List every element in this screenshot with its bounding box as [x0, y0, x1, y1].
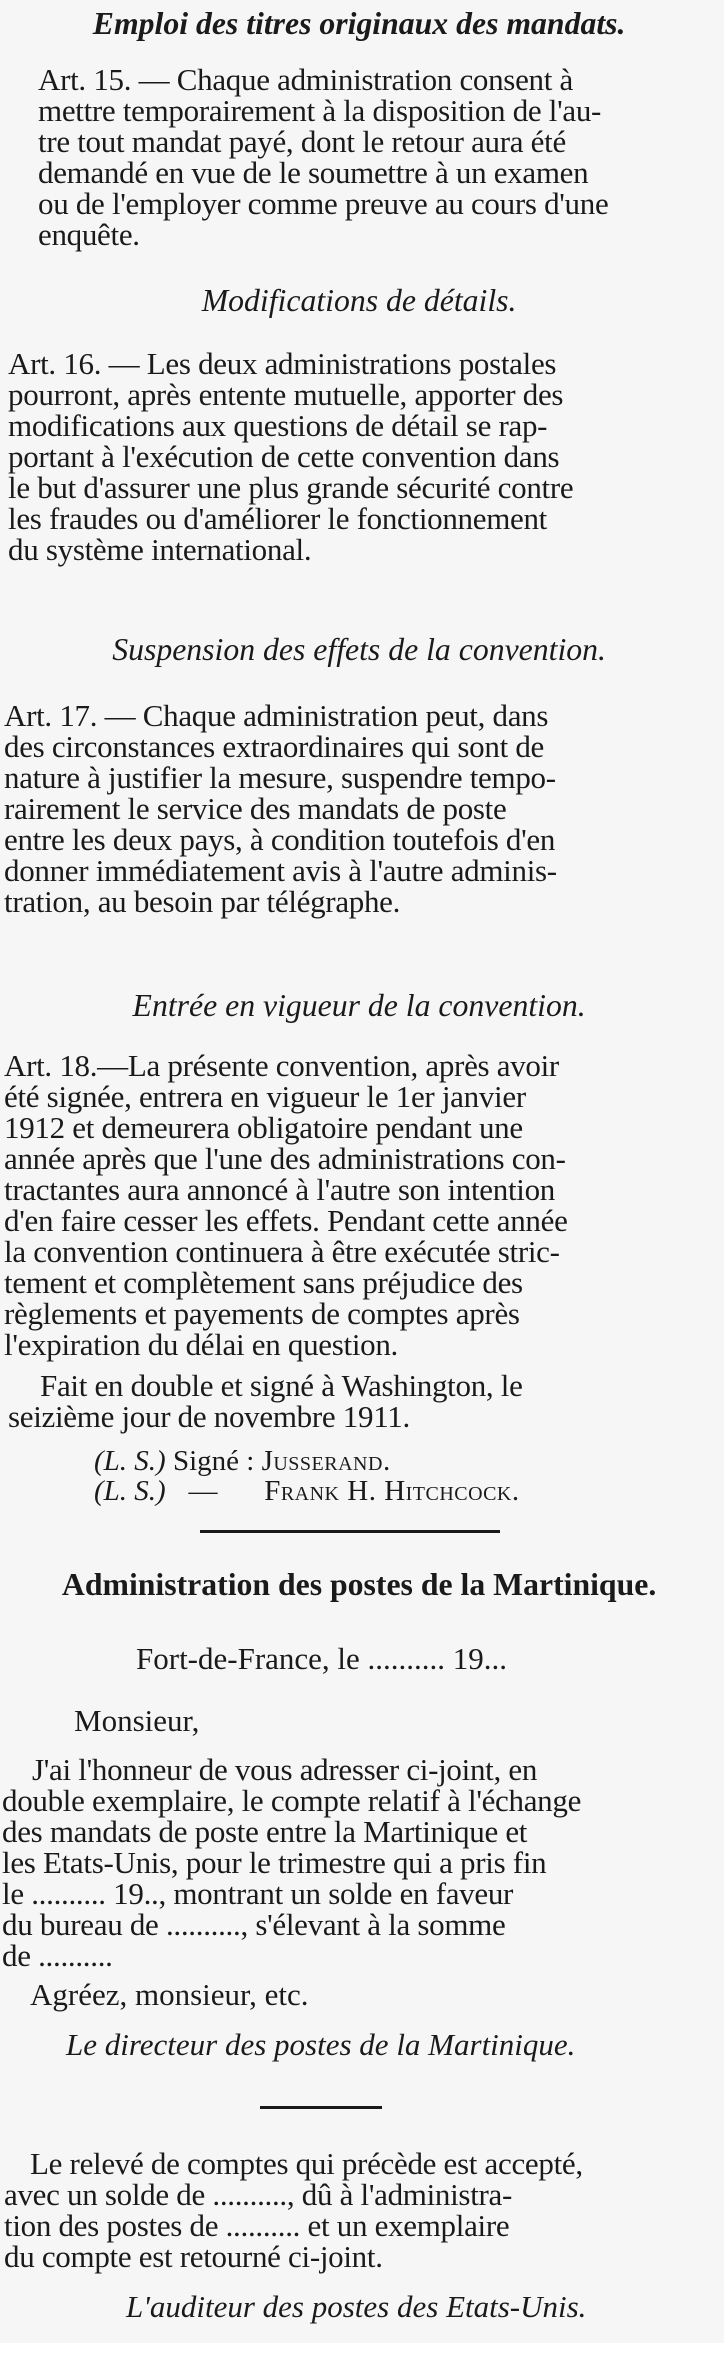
signature-prefix: —: [188, 1475, 218, 1507]
text-line: l'expiration du délai en question.: [4, 1327, 398, 1362]
heading-art-15: Emploi des titres originaux des mandats.: [92, 5, 626, 41]
paragraph-art-17: [4, 700, 557, 917]
text-line: de ..........: [2, 1938, 113, 1973]
seal-mark: (L. S.): [94, 1445, 166, 1477]
signatory-name: Frank H. Hitchcock.: [264, 1475, 520, 1507]
text-line: année après que l'une des administrations con-: [4, 1141, 566, 1176]
text-line: tre tout mandat payé, dont le retour aura été: [38, 124, 566, 159]
text-line: du bureau de .........., s'élevant à la somme: [2, 1907, 506, 1942]
text-line: rairement le service des mandats de poste: [4, 791, 507, 826]
form-title: Administration des postes de la Martinique.: [61, 1566, 657, 1602]
text-line: le .......... 19.., montrant un solde en faveur: [2, 1876, 514, 1911]
heading-art-16: Modifications de détails.: [201, 282, 517, 318]
text-line: Art. 18.—La présente convention, après avoir: [4, 1048, 559, 1083]
text-line: ou de l'employer comme preuve au cours d'une: [38, 186, 609, 221]
text-line: les fraudes ou d'améliorer le fonctionnement: [8, 501, 547, 536]
signature-line-2: [94, 1476, 520, 1507]
heading-art-17: Suspension des effets de la convention.: [112, 631, 606, 667]
section-divider: [200, 1530, 500, 1533]
closing-statement: [8, 1370, 523, 1432]
auditor-signoff: L'auditeur des postes des Etats-Unis.: [126, 2289, 587, 2324]
paragraph-art-16: [8, 348, 573, 565]
paragraph-art-18: [4, 1050, 568, 1360]
place-date-line: Fort-de-France, le .......... 19...: [136, 1641, 508, 1676]
regards-line: Agréez, monsieur, etc.: [30, 1977, 309, 2012]
text-line: des circonstances extraordinaires qui sont de: [4, 729, 545, 764]
director-signoff: Le directeur des postes de la Martinique.: [66, 2027, 576, 2062]
signature-line-1: [94, 1446, 391, 1477]
text-line: tration, au besoin par télégraphe.: [4, 884, 401, 919]
text-line: donner immédiatement avis à l'autre adminis-: [4, 853, 557, 888]
salutation: Monsieur,: [74, 1703, 200, 1738]
text-line: seizième jour de novembre 1911.: [8, 1399, 410, 1434]
signatory-name: Jusserand.: [261, 1445, 391, 1477]
seal-mark: (L. S.): [94, 1475, 166, 1507]
text-line: Art. 17. — Chaque administration peut, dans: [4, 698, 549, 733]
text-line: mettre temporairement à la disposition de l'au-: [38, 93, 602, 128]
text-line: modifications aux questions de détail se rap-: [8, 408, 548, 443]
text-line: entre les deux pays, à condition toutefois d'en: [4, 822, 556, 857]
text-line: les Etats-Unis, pour le trimestre qui a pris fin: [2, 1845, 547, 1880]
text-line: Fait en double et signé à Washington, le: [40, 1368, 523, 1403]
text-line: été signée, entrera en vigueur le 1er janvier: [4, 1079, 526, 1114]
section-divider: [260, 2106, 382, 2109]
heading-art-18: Entrée en vigueur de la convention.: [132, 987, 586, 1023]
text-line: la convention continuera à être exécutée stric-: [4, 1234, 560, 1269]
text-line: avec un solde de .........., dû à l'administra-: [4, 2177, 513, 2212]
text-line: double exemplaire, le compte relatif à l'échange: [2, 1783, 582, 1818]
text-line: tement et complètement sans préjudice des: [4, 1265, 523, 1300]
text-line: portant à l'exécution de cette convention dans: [8, 439, 560, 474]
text-line: le but d'assurer une plus grande sécurité contre: [8, 470, 574, 505]
text-line: J'ai l'honneur de vous adresser ci-joint, en: [32, 1752, 538, 1787]
paragraph-art-15: [38, 64, 608, 250]
text-line: Art. 16. — Les deux administrations postales: [8, 346, 557, 381]
text-line: 1912 et demeurera obligatoire pendant une: [4, 1110, 523, 1145]
text-line: Art. 15. — Chaque administration consent à: [38, 62, 573, 97]
text-line: tractantes aura annoncé à l'autre son intention: [4, 1172, 555, 1207]
acceptance-body: [4, 2148, 583, 2272]
text-line: pourront, après entente mutuelle, apporter des: [8, 377, 564, 412]
text-line: règlements et payements de comptes après: [4, 1296, 520, 1331]
text-line: du système international.: [8, 532, 312, 567]
signature-prefix: Signé :: [172, 1445, 255, 1477]
text-line: nature à justifier la mesure, suspendre tempo-: [4, 760, 556, 795]
text-line: demandé en vue de le soumettre à un examen: [38, 155, 589, 190]
text-line: tion des postes de .......... et un exemplaire: [4, 2208, 510, 2243]
text-line: Le relevé de comptes qui précède est accepté,: [30, 2146, 583, 2181]
letter-body: [2, 1754, 581, 1971]
text-line: du compte est retourné ci-joint.: [4, 2239, 383, 2274]
text-line: d'en faire cesser les effets. Pendant cette année: [4, 1203, 568, 1238]
text-line: des mandats de poste entre la Martinique et: [2, 1814, 528, 1849]
text-line: enquête.: [38, 217, 140, 252]
